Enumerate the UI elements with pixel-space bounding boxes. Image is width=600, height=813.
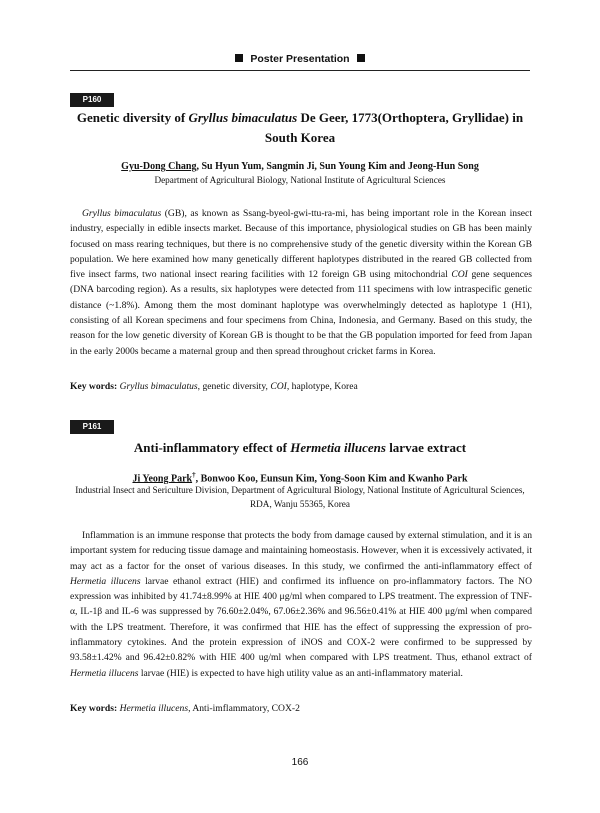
corresponding-mark: † [192, 471, 196, 479]
keyword-text-run: , genetic diversity, [197, 381, 271, 392]
keywords: Key words: Hermetia illucens, Anti-imflammatory, COX-2 [70, 703, 300, 714]
keyword-text-run: Gryllus bimaculatus [119, 381, 198, 392]
section-header [0, 53, 600, 65]
abstract-title: Anti-inflammatory effect of Hermetia illucens larvae extract [133, 440, 467, 455]
abstract-body [70, 528, 532, 681]
section-header-label: Poster Presentation [250, 53, 350, 65]
presenting-author: Ji Yeong Park [132, 473, 193, 485]
abstract-id-badge: P160 [70, 93, 114, 107]
abstract-id-badge: P161 [70, 420, 114, 434]
abstract-text-run: Hermetia illucens [70, 667, 139, 679]
affiliation: Department of Agricultural Biology, National Institute of Agricultural Sciences [154, 175, 446, 185]
square-bullet-icon [235, 54, 243, 62]
keywords: Key words: Gryllus bimaculatus, genetic diversity, COI, haplotype, Korea [70, 381, 358, 392]
abstract-text-run: Inflammation is an immune response that protects the body from damage caused by external stimulation, and it is an important system for reducing tissue damage and maintaining homeostasis. However, when it is excessively activated, it may act as a factor for the onset of various diseases. In this study, we confirmed the anti-inflammatory effect of [70, 530, 532, 572]
keyword-text-run: , Anti-imflammatory, COX-2 [188, 703, 300, 714]
presenting-author: Gyu-Dong Chang [121, 161, 197, 172]
abstract-body [70, 206, 532, 359]
abstract-text-run: (GB), as known as Ssang-byeol-gwi-ttu-ra-mi, has being important role in the Korean insect industry, especially in edible insects market. Because of this importance, physiological studies on GB has been mainly focused on mass rearing techniques, but there is no comprehensive study of the genetic diversity within the Korean GB population. We here examined how many genetically different haplotypes distributed in the reared GB collected from five insect farms, two national insect rearing facilities with 12 foreign GB using mitochondrial [70, 208, 532, 281]
affiliation: Industrial Insect and Sericulture Division, Department of Agricultural Biology, National Institute of Agricultural Sciences, RDA, Wanju 55365, Korea [75, 485, 525, 509]
author-list: Gyu-Dong Chang, Su Hyun Yum, Sangmin Ji, Sun Young Kim and Jeong-Hun Song [121, 161, 479, 172]
author-list: Ji Yeong Park†, Bonwoo Koo, Eunsun Kim, Yong-Soon Kim and Kwanho Park [132, 471, 468, 485]
abstract-text-run: gene sequences (DNA barcoding region). As a results, six haplotypes were detected from 111 specimens with low intraspecific genetic distance (~1.8%). Among them the most dominant haplotype was overwhelmingly detected as haplotype 1 (H1), consisting of all Korean specimens and four specimens from China, Indonesia, and Germany. Based on this study, the reason for the low genetic diversity of Korean GB is thought to be that the GB population imported for feed from Japan in the early 2000s became a maternal group and then spread throughout cricket farms in Korea. [70, 269, 532, 357]
keyword-text-run: , haplotype, Korea [286, 381, 358, 392]
keyword-text-run: COI [270, 381, 287, 392]
abstract-text-run: larvae ethanol extract (HIE) and confirmed its influence on pro-inflammatory factors. The NO expression was inhibited by 41.74±8.99% at HIE 400 μg/ml when compared to LPS treatment. The expression of TNF-α, IL-1β and IL-6 was suppressed by 76.60±2.04%, 67.06±2.36% and 96.56±0.41% at HIE 400 μg/ml when compared with the LPS treatment. Therefore, it was confirmed that HIE has the effect of suppressing the expression of pro-inflammatory cytokines. And the protein expression of iNOS and COX-2 were confirmed to be suppressed by 93.58±1.42% and 96.42±0.82% with HIE 400 ug/ml when compared with LPS treatment. Thus, ethanol extract of [70, 575, 532, 664]
square-bullet-icon [357, 54, 365, 62]
header-rule [70, 70, 530, 71]
abstract-text-run: Hermetia illucens [70, 575, 141, 587]
keyword-text-run: Hermetia illucens [119, 703, 189, 714]
page-number: 166 [291, 757, 309, 768]
abstract-text-run: larvae (HIE) is expected to have high utility value as an anti-inflammatory material. [138, 667, 463, 679]
abstract-text-run: COI [451, 269, 468, 281]
abstract-title: Genetic diversity of Gryllus bimaculatus De Geer, 1773(Orthoptera, Gryllidae) in South Korea [76, 110, 524, 145]
abstract-text-run: Gryllus bimaculatus [82, 208, 162, 219]
